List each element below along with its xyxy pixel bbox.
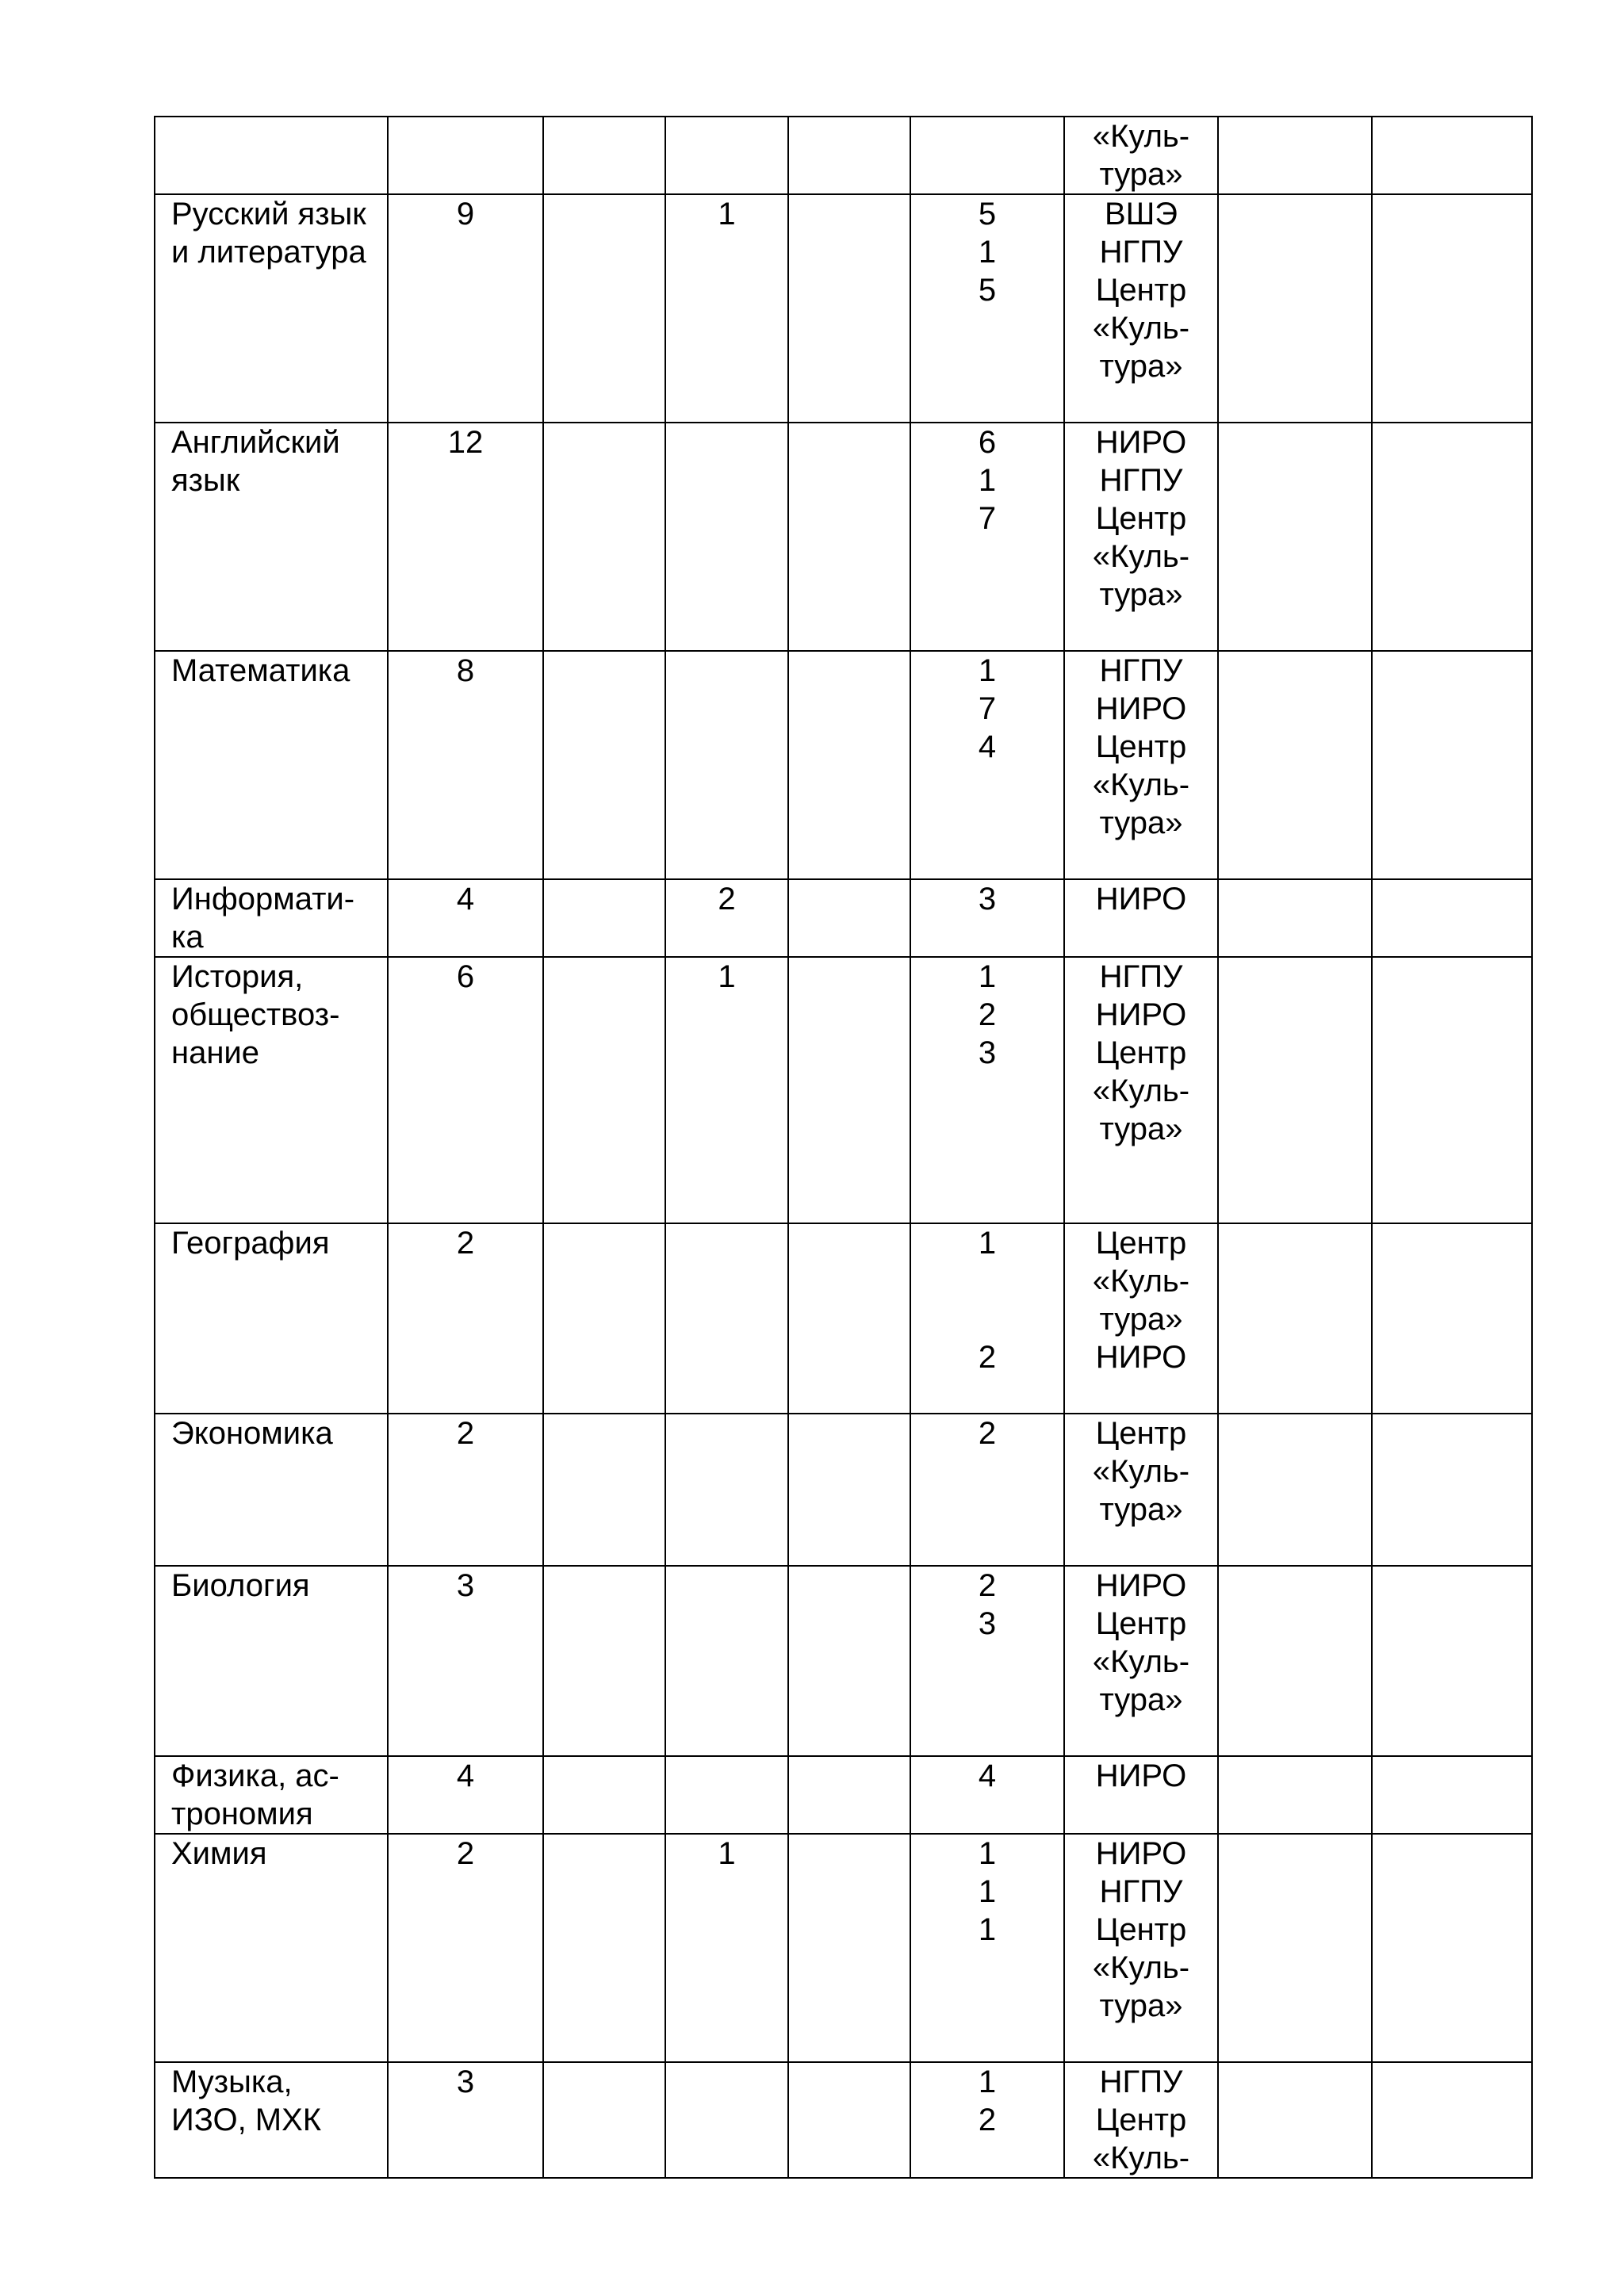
cell-line: 1 xyxy=(718,959,736,994)
subject-cell xyxy=(155,1566,388,1756)
column-4-cell xyxy=(665,1566,788,1756)
empty-cell-8 xyxy=(1218,194,1372,423)
cell-line: Центр xyxy=(1095,1416,1187,1451)
column-5-cell xyxy=(788,1566,910,1756)
cell-line: Музыка, xyxy=(171,2064,293,2099)
cell-line: 1 xyxy=(978,1912,997,1947)
teacher-count-cell xyxy=(388,879,543,957)
cell-line: НГПУ xyxy=(1099,235,1183,270)
empty-cell-9 xyxy=(1372,117,1532,194)
cell-line: НГПУ xyxy=(1099,653,1183,688)
cell-line: трономия xyxy=(171,1797,313,1831)
column-3-cell xyxy=(543,957,665,1223)
course-count-cell xyxy=(910,651,1064,879)
organization-cell xyxy=(1064,957,1218,1223)
cell-line: 2 xyxy=(456,1836,475,1871)
cell-line: 2 xyxy=(978,1416,997,1451)
cell-line: НИРО xyxy=(1095,1758,1187,1793)
empty-cell-8 xyxy=(1218,1756,1372,1834)
course-count-cell xyxy=(910,1566,1064,1756)
cell-line: ка xyxy=(171,920,204,955)
organization-cell xyxy=(1064,1414,1218,1566)
organization-cell xyxy=(1064,423,1218,651)
cell-line: «Куль- xyxy=(1092,1454,1190,1489)
cell-line: «Куль- xyxy=(1092,1950,1190,1985)
cell-line: НИРО xyxy=(1095,691,1187,726)
column-3-cell xyxy=(543,194,665,423)
cell-line: 12 xyxy=(447,425,484,460)
column-3-cell xyxy=(543,1414,665,1566)
subject-cell xyxy=(155,957,388,1223)
cell-line: тура» xyxy=(1099,1492,1183,1527)
column-3-cell xyxy=(543,423,665,651)
subject-cell xyxy=(155,879,388,957)
empty-cell-9 xyxy=(1372,1566,1532,1756)
table-row xyxy=(155,879,1532,957)
organization-cell xyxy=(1064,879,1218,957)
column-3-cell xyxy=(543,1223,665,1414)
teacher-count-cell xyxy=(388,2062,543,2178)
table-row xyxy=(155,117,1532,194)
cell-line: обществоз- xyxy=(171,997,340,1032)
table-row xyxy=(155,2062,1532,2178)
empty-cell-8 xyxy=(1218,423,1372,651)
column-3-cell xyxy=(543,117,665,194)
course-count-cell xyxy=(910,1756,1064,1834)
empty-cell-8 xyxy=(1218,651,1372,879)
cell-line: Центр xyxy=(1095,501,1187,536)
column-5-cell xyxy=(788,651,910,879)
column-4-cell xyxy=(665,651,788,879)
cell-line: 1 xyxy=(978,463,997,498)
cell-line: ВШЭ xyxy=(1104,197,1178,232)
qualification-table xyxy=(154,116,1533,2179)
subject-cell xyxy=(155,651,388,879)
cell-line: 6 xyxy=(978,425,997,460)
subject-cell xyxy=(155,423,388,651)
cell-line: «Куль- xyxy=(1092,311,1190,346)
cell-line: Физика, ас- xyxy=(171,1758,339,1793)
course-count-cell xyxy=(910,2062,1064,2178)
table-row xyxy=(155,423,1532,651)
cell-line: тура» xyxy=(1099,1988,1183,2023)
cell-line: 1 xyxy=(978,1874,997,1909)
cell-line: Центр xyxy=(1095,1035,1187,1070)
cell-line: НИРО xyxy=(1095,1568,1187,1603)
table-row xyxy=(155,1566,1532,1756)
cell-line: «Куль- xyxy=(1092,539,1190,574)
subject-cell xyxy=(155,117,388,194)
cell-line: 1 xyxy=(978,235,997,270)
course-count-cell xyxy=(910,423,1064,651)
cell-line: тура» xyxy=(1099,577,1183,612)
teacher-count-cell xyxy=(388,1223,543,1414)
cell-line xyxy=(911,1300,1063,1338)
subject-cell xyxy=(155,1223,388,1414)
teacher-count-cell xyxy=(388,117,543,194)
cell-line: НИРО xyxy=(1095,882,1187,916)
cell-line: Центр xyxy=(1095,2103,1187,2137)
cell-line: тура» xyxy=(1099,806,1183,840)
empty-cell-9 xyxy=(1372,1414,1532,1566)
cell-line: НГПУ xyxy=(1099,959,1183,994)
cell-line: НГПУ xyxy=(1099,2064,1183,2099)
empty-cell-9 xyxy=(1372,2062,1532,2178)
cell-line: тура» xyxy=(1099,349,1183,384)
empty-cell-8 xyxy=(1218,117,1372,194)
cell-line: «Куль- xyxy=(1092,1264,1190,1299)
column-4-cell xyxy=(665,879,788,957)
column-4-cell xyxy=(665,1223,788,1414)
column-3-cell xyxy=(543,1566,665,1756)
empty-cell-9 xyxy=(1372,423,1532,651)
cell-line: «Куль- xyxy=(1092,2141,1190,2175)
column-4-cell xyxy=(665,1756,788,1834)
empty-cell-8 xyxy=(1218,1414,1372,1566)
empty-cell-9 xyxy=(1372,194,1532,423)
column-4-cell xyxy=(665,117,788,194)
table-row xyxy=(155,1414,1532,1566)
cell-line: тура» xyxy=(1099,1682,1183,1717)
cell-line: Русский язык xyxy=(171,197,366,232)
column-5-cell xyxy=(788,957,910,1223)
cell-line: 2 xyxy=(978,1340,997,1375)
teacher-count-cell xyxy=(388,1756,543,1834)
empty-cell-8 xyxy=(1218,1223,1372,1414)
cell-line: «Куль- xyxy=(1092,1644,1190,1679)
column-4-cell xyxy=(665,2062,788,2178)
cell-line: Центр xyxy=(1095,1226,1187,1261)
cell-line: 4 xyxy=(978,1758,997,1793)
empty-cell-9 xyxy=(1372,651,1532,879)
column-4-cell xyxy=(665,957,788,1223)
cell-line: тура» xyxy=(1099,157,1183,192)
cell-line: 7 xyxy=(978,501,997,536)
cell-line: 3 xyxy=(978,1035,997,1070)
empty-cell-9 xyxy=(1372,1223,1532,1414)
cell-line: Биология xyxy=(171,1568,310,1603)
cell-line: «Куль- xyxy=(1092,1073,1190,1108)
course-count-cell xyxy=(910,879,1064,957)
cell-line: НИРО xyxy=(1095,997,1187,1032)
cell-line: Математика xyxy=(171,653,350,688)
empty-cell-9 xyxy=(1372,1756,1532,1834)
cell-line: 4 xyxy=(978,729,997,764)
cell-line: Центр xyxy=(1095,1606,1187,1641)
cell-line: НИРО xyxy=(1095,425,1187,460)
cell-line: 1 xyxy=(718,1836,736,1871)
cell-line: 3 xyxy=(456,1568,475,1603)
empty-cell-8 xyxy=(1218,1566,1372,1756)
cell-line: Химия xyxy=(171,1836,267,1871)
cell-line: НИРО xyxy=(1095,1836,1187,1871)
course-count-cell xyxy=(910,1414,1064,1566)
column-5-cell xyxy=(788,1223,910,1414)
course-count-cell xyxy=(910,1223,1064,1414)
column-5-cell xyxy=(788,194,910,423)
cell-line: Информати- xyxy=(171,882,355,916)
empty-cell-9 xyxy=(1372,879,1532,957)
organization-cell xyxy=(1064,1223,1218,1414)
table-row xyxy=(155,194,1532,423)
column-5-cell xyxy=(788,1414,910,1566)
organization-cell xyxy=(1064,117,1218,194)
cell-line: 1 xyxy=(978,959,997,994)
cell-line: 2 xyxy=(978,2103,997,2137)
column-5-cell xyxy=(788,1756,910,1834)
subject-cell xyxy=(155,194,388,423)
cell-line: «Куль- xyxy=(1092,119,1190,154)
column-3-cell xyxy=(543,879,665,957)
cell-line: 3 xyxy=(978,1606,997,1641)
column-4-cell xyxy=(665,1414,788,1566)
teacher-count-cell xyxy=(388,423,543,651)
empty-cell-8 xyxy=(1218,2062,1372,2178)
organization-cell xyxy=(1064,194,1218,423)
organization-cell xyxy=(1064,1834,1218,2062)
cell-line: 5 xyxy=(978,197,997,232)
table-body xyxy=(155,117,1532,2178)
cell-line: 2 xyxy=(978,997,997,1032)
cell-line: Центр xyxy=(1095,729,1187,764)
column-4-cell xyxy=(665,194,788,423)
cell-line: Экономика xyxy=(171,1416,333,1451)
column-3-cell xyxy=(543,2062,665,2178)
cell-line: Английский xyxy=(171,425,340,460)
empty-cell-8 xyxy=(1218,879,1372,957)
cell-line: 2 xyxy=(456,1416,475,1451)
empty-cell-9 xyxy=(1372,957,1532,1223)
organization-cell xyxy=(1064,1566,1218,1756)
cell-line: и литература xyxy=(171,235,366,270)
course-count-cell xyxy=(910,117,1064,194)
cell-line: НИРО xyxy=(1095,1340,1187,1375)
subject-cell xyxy=(155,2062,388,2178)
cell-line: 4 xyxy=(456,882,475,916)
teacher-count-cell xyxy=(388,957,543,1223)
cell-line: 6 xyxy=(456,959,475,994)
cell-line: НГПУ xyxy=(1099,463,1183,498)
teacher-count-cell xyxy=(388,1414,543,1566)
cell-line: 3 xyxy=(978,882,997,916)
column-5-cell xyxy=(788,423,910,651)
subject-cell xyxy=(155,1414,388,1566)
cell-line: История, xyxy=(171,959,304,994)
cell-line: тура» xyxy=(1099,1302,1183,1337)
cell-line: 1 xyxy=(978,1836,997,1871)
cell-line: 5 xyxy=(978,273,997,308)
cell-line xyxy=(911,1262,1063,1300)
cell-line: 2 xyxy=(978,1568,997,1603)
cell-line: 4 xyxy=(456,1758,475,1793)
cell-line: 3 xyxy=(456,2064,475,2099)
cell-line: НГПУ xyxy=(1099,1874,1183,1909)
cell-line: «Куль- xyxy=(1092,767,1190,802)
cell-line: 2 xyxy=(718,882,736,916)
cell-line: 7 xyxy=(978,691,997,726)
cell-line: тура» xyxy=(1099,1112,1183,1146)
cell-line: 9 xyxy=(456,197,475,232)
course-count-cell xyxy=(910,194,1064,423)
column-3-cell xyxy=(543,651,665,879)
column-3-cell xyxy=(543,1756,665,1834)
empty-cell-9 xyxy=(1372,1834,1532,2062)
organization-cell xyxy=(1064,1756,1218,1834)
cell-line: Центр xyxy=(1095,1912,1187,1947)
cell-line: 2 xyxy=(456,1226,475,1261)
teacher-count-cell xyxy=(388,1566,543,1756)
cell-line: 1 xyxy=(978,2064,997,2099)
cell-line: География xyxy=(171,1226,330,1261)
organization-cell xyxy=(1064,2062,1218,2178)
subject-cell xyxy=(155,1756,388,1834)
column-5-cell xyxy=(788,1834,910,2062)
cell-line: язык xyxy=(171,463,240,498)
course-count-cell xyxy=(910,1834,1064,2062)
teacher-count-cell xyxy=(388,651,543,879)
column-4-cell xyxy=(665,1834,788,2062)
cell-line: нание xyxy=(171,1035,260,1070)
cell-line: 1 xyxy=(718,197,736,232)
column-4-cell xyxy=(665,423,788,651)
table-row xyxy=(155,651,1532,879)
teacher-count-cell xyxy=(388,1834,543,2062)
cell-line: 1 xyxy=(978,1226,997,1261)
empty-cell-8 xyxy=(1218,1834,1372,2062)
table-row xyxy=(155,1834,1532,2062)
empty-cell-8 xyxy=(1218,957,1372,1223)
column-5-cell xyxy=(788,2062,910,2178)
cell-line: 8 xyxy=(456,653,475,688)
cell-line: 1 xyxy=(978,653,997,688)
subject-cell xyxy=(155,1834,388,2062)
table-row xyxy=(155,1756,1532,1834)
table-row xyxy=(155,1223,1532,1414)
column-3-cell xyxy=(543,1834,665,2062)
cell-line: Центр xyxy=(1095,273,1187,308)
cell-line: ИЗО, МХК xyxy=(171,2103,322,2137)
column-5-cell xyxy=(788,117,910,194)
course-count-cell xyxy=(910,957,1064,1223)
column-5-cell xyxy=(788,879,910,957)
teacher-count-cell xyxy=(388,194,543,423)
table-row xyxy=(155,957,1532,1223)
organization-cell xyxy=(1064,651,1218,879)
